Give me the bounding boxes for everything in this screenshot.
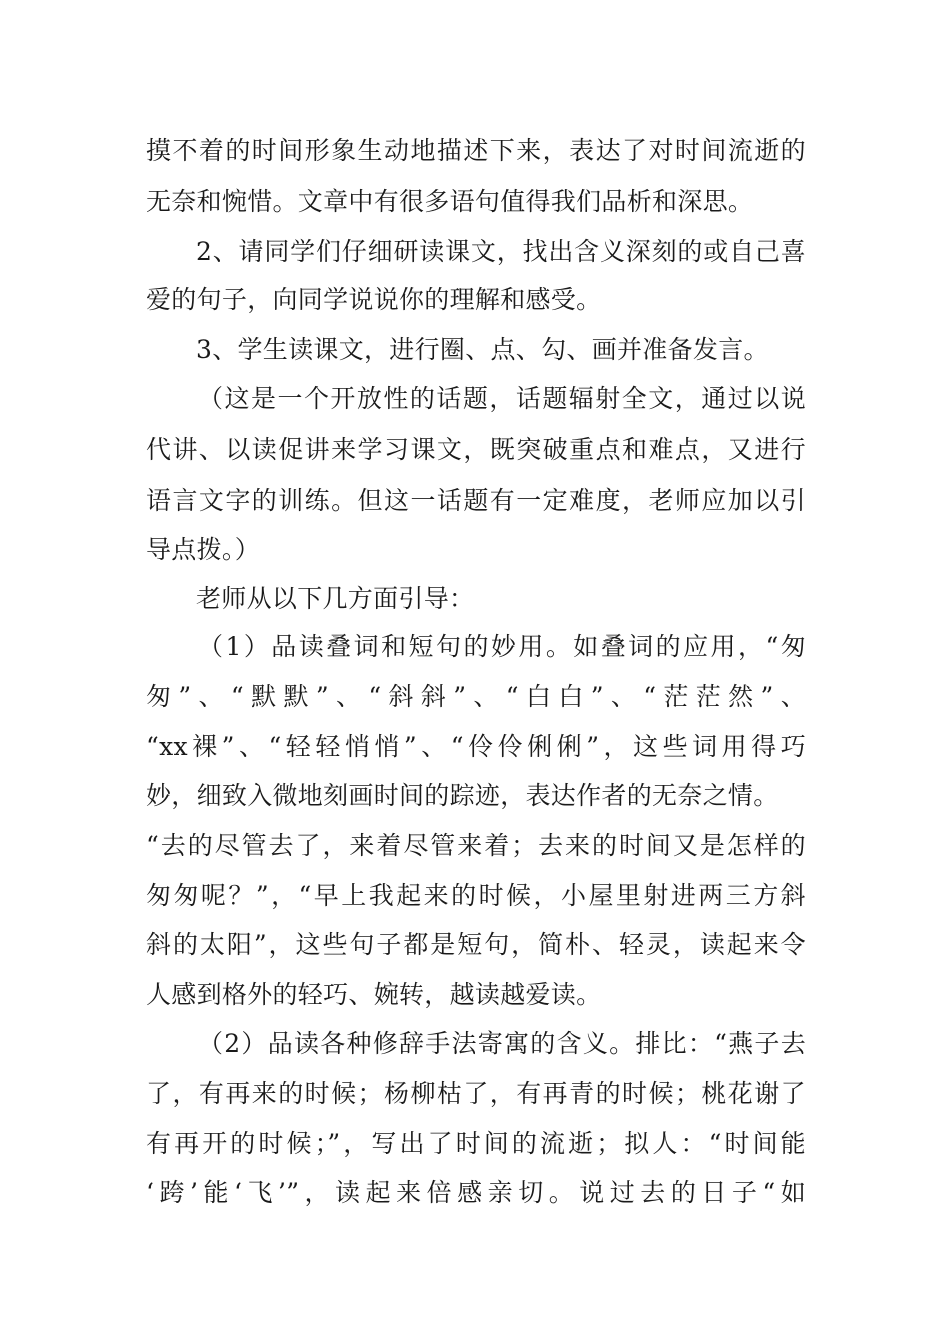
- text-line: 了，有再来的时候；杨柳枯了，有再青的时候；桃花谢了: [146, 1079, 806, 1108]
- text-line: 3、学生读课文，进行圈、点、勾、画并准备发言。: [196, 335, 769, 364]
- text-line: 妙，细致入微地刻画时间的踪迹，表达作者的无奈之情。: [146, 781, 779, 810]
- text-line: ‘跨’能‘飞’”，读起来倍感亲切。说过去的日子“如: [146, 1178, 806, 1207]
- text-line: 老师从以下几方面引导：: [196, 584, 475, 613]
- text-line: 爱的句子，向同学说说你的理解和感受。: [146, 285, 602, 314]
- text-line: 匆”、“默默”、“斜斜”、“白白”、“茫茫然”、: [146, 682, 806, 711]
- text-line: 导点拨。）: [146, 535, 261, 564]
- text-line: 斜的太阳”，这些句子都是短句，简朴、轻灵，读起来令: [146, 930, 806, 959]
- text-line: 2、请同学们仔细研读课文，找出含义深刻的或自己喜: [196, 237, 806, 266]
- text-line: 人感到格外的轻巧、婉转，越读越爱读。: [146, 980, 602, 1009]
- text-line: （这是一个开放性的话题，话题辐射全文，通过以说: [198, 384, 806, 413]
- text-line: 有再开的时候；”，写出了时间的流逝；拟人：“时间能: [146, 1129, 806, 1158]
- text-line: 摸不着的时间形象生动地描述下来，表达了对时间流逝的: [146, 136, 806, 165]
- text-line: “去的尽管去了，来着尽管来着；去来的时间又是怎样的: [146, 831, 806, 860]
- text-line: （2）品读各种修辞手法寄寓的含义。排比：“燕子去: [198, 1029, 806, 1058]
- text-line: 代讲、以读促讲来学习课文，既突破重点和难点，又进行: [146, 435, 806, 464]
- text-line: “xx裸”、“轻轻悄悄”、“伶伶俐俐”，这些词用得巧: [146, 732, 806, 761]
- text-line: （1）品读叠词和短句的妙用。如叠词的应用，“匆: [198, 632, 806, 661]
- text-line: 无奈和惋惜。文章中有很多语句值得我们品析和深思。: [146, 187, 754, 216]
- text-line: 匆匆呢？”，“早上我起来的时候，小屋里射进两三方斜: [146, 881, 806, 910]
- text-line: 语言文字的训练。但这一话题有一定难度，老师应加以引: [146, 486, 806, 515]
